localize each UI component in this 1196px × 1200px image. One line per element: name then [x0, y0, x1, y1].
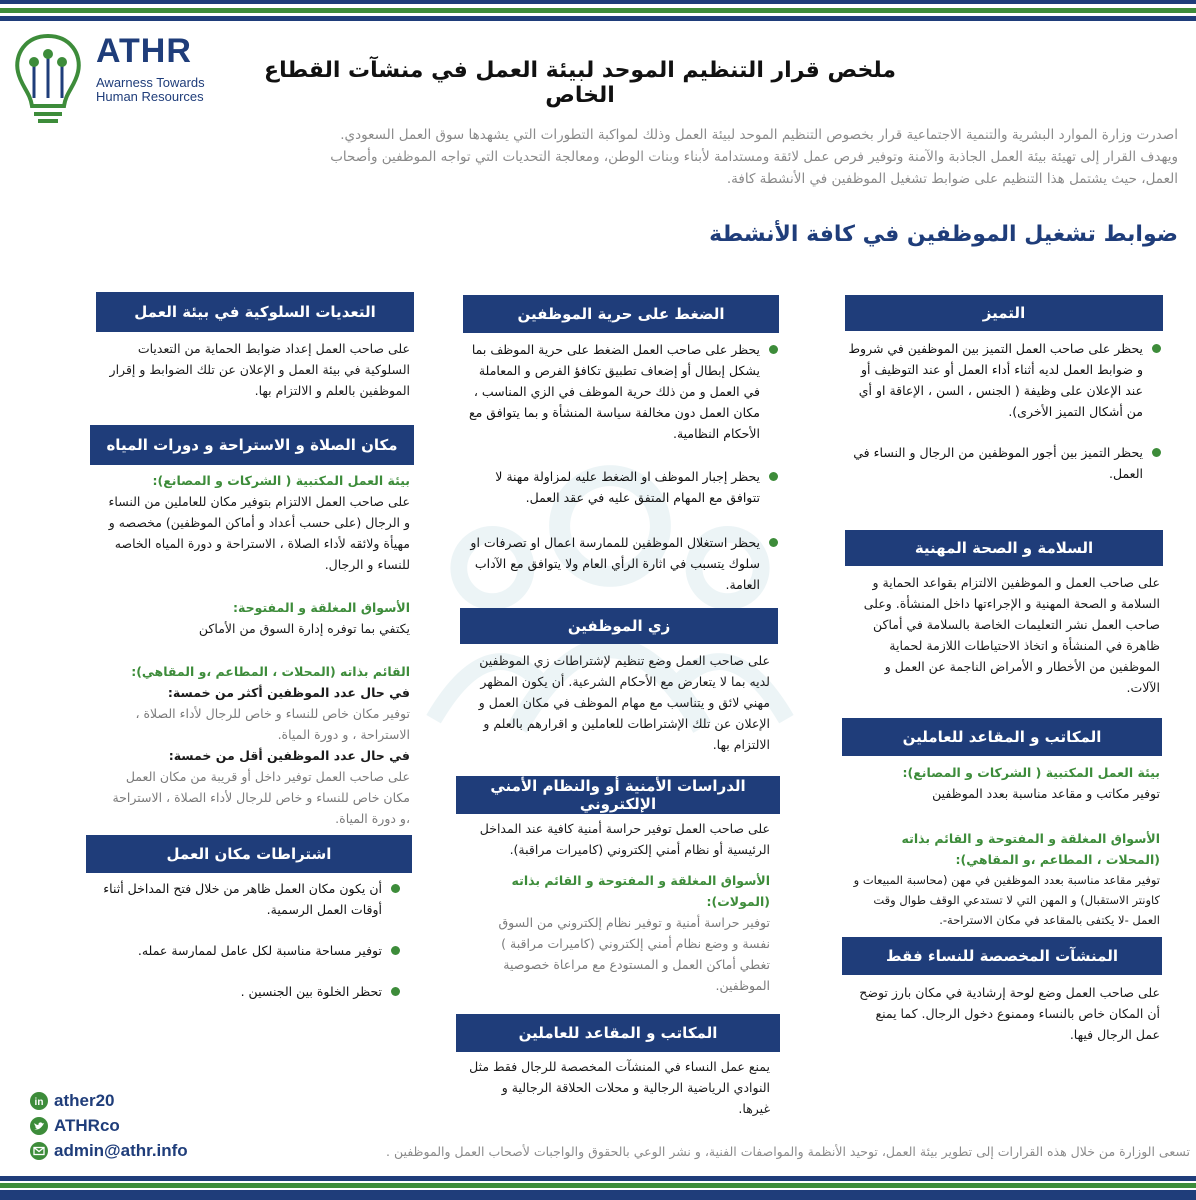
women-only-text: على صاحب العمل وضع لوحة إرشادية في مكان بارز توضح أن المكان خاص بالنساء وممنوع دخول الرجال. كما يمنع عمل الرجال فيها. — [859, 985, 1160, 1042]
freedom-title: الضغط على حرية الموظفين — [463, 295, 779, 333]
safety-text: على صاحب العمل و الموظفين الالتزام بقواعد الحماية و السلامة و الصحة المهنية و الإجراءتها داخل المنشأة. وعلى صاحب العمل نشر التعليمات الخاصة بالسلامة في أماكن ظاهرة في المنشأة و اتخاذ الاحتياطات اللازمة لحماية الموظفين من الأخطار و الأمراض الناجمة عن العمل و الآلات. — [863, 575, 1160, 695]
brand-tagline-line2: Human Resources — [96, 89, 204, 104]
prayer-head-1: بيئة العمل المكتبية ( الشركات و المصانع): — [152, 473, 410, 488]
prayer-content — [100, 470, 410, 829]
list-item: يحظر التميز بين أجور الموظفين من الرجال و النساء في العمل. — [848, 442, 1163, 484]
security-text-2: توفير حراسة أمنية و توفير نظام إلكتروني من السوق نفسة و وضع نظام أمني إلكتروني (كاميرات مراقبة ) تغطي أماكن العمل و المستودع مع مراعاة خصوصية الموظفين. — [498, 915, 770, 993]
security-text-1: على صاحب العمل توفير حراسة أمنية كافية عند المداخل الرئيسية أو نظام أمني إلكتروني (كاميرات مراقبة). — [479, 821, 770, 857]
prayer-text-4: على صاحب العمل توفير داخل أو قريبة من مكان العمل مكان خاص للنساء و خاص للرجال لأداء الصلاة ، الاستراحة ،و دورة المياة. — [112, 769, 410, 826]
behavior-title: التعديات السلوكية في بيئة العمل — [96, 292, 414, 332]
list-item: أن يكون مكان العمل ظاهر من خلال فتح المداخل أثناء أوقات العمل الرسمية. — [96, 878, 402, 920]
prayer-text-3: توفير مكان خاص للنساء و خاص للرجال لأداء الصلاة ، الاستراحة ، و دورة المياة. — [135, 706, 410, 742]
linkedin-contact[interactable] — [30, 1091, 114, 1111]
prayer-title: مكان الصلاة و الاستراحة و دورات المياه — [90, 425, 414, 465]
discrimination-title: التميز — [845, 295, 1163, 331]
brand-name: ATHR — [96, 32, 192, 70]
offices-text-2: توفير مقاعد مناسبة بعدد الموظفين في مهن (محاسبة المبيعات و كاونتر الاستقبال) و المهن التي لا تستدعي الوقف طوال وقت العمل -لا يكتفى بالمقاعد في مكان الاستراحة-. — [853, 873, 1160, 927]
safety-title: السلامة و الصحة المهنية — [845, 530, 1163, 566]
list-item: يحظر إجبار الموظف او الضغط عليه لمزاولة مهنة لا تتوافق مع المهام المتفق عليه في عقد العمل. — [468, 466, 780, 508]
prayer-sub-1: في حال عدد الموظفين أكثر من خمسة: — [167, 685, 410, 700]
intro-paragraph — [200, 124, 1178, 190]
page-title: ملخص قرار التنظيم الموحد لبيئة العمل في منشآت القطاع الخاص — [264, 58, 896, 108]
prayer-head-2: الأسواق المغلقة و المفتوحة: — [233, 600, 410, 615]
offices2-text: يمنع عمل النساء في المنشآت المخصصة للرجال فقط مثل النوادي الرياضية الرجالية و محلات الحلاقة الرجالية و غيرها. — [469, 1059, 770, 1116]
section-title: ضوابط تشغيل الموظفين في كافة الأنشطة — [709, 222, 1178, 247]
workplace-title: اشتراطات مكان العمل — [86, 835, 412, 873]
intro-line: اصدرت وزارة الموارد البشرية والتنمية الاجتماعية قرار بخصوص التنظيم الموحد لبيئة العمل وذلك لمواكبة التطورات التي يشهدها سوق العمل السعودي. — [340, 127, 1178, 143]
email-address: admin@athr.info — [54, 1141, 188, 1160]
security-content — [468, 818, 770, 996]
email-contact[interactable] — [30, 1141, 188, 1161]
bottom-stripe-navy — [0, 1190, 1196, 1200]
list-item: يحظر على صاحب العمل التميز بين الموظفين في شروط و ضوابط العمل لديه أثناء أداء العمل أو عند التوظيف أو عند الإعلان على وظيفة ( الجنس ، السن ، الإعاقة او أي من أشكال التميز الأخرى). — [848, 338, 1163, 422]
twitter-handle: ATHRco — [54, 1116, 120, 1135]
security-head-2: الأسواق المغلقة و المفتوحة و القائم بذاته (المولات): — [511, 873, 770, 909]
security-title: الدراسات الأمنية أو والنظام الأمني الإلكتروني — [456, 776, 780, 814]
prayer-sub-2: في حال عدد الموظفين أقل من خمسة: — [168, 748, 410, 763]
offices-head-1: بيئة العمل المكتبية ( الشركات و المصانع): — [902, 765, 1160, 780]
freedom-list — [468, 339, 780, 615]
discrimination-list — [848, 338, 1163, 504]
lightbulb-logo-icon — [8, 28, 88, 128]
women-only-title: المنشآت المخصصة للنساء فقط — [842, 937, 1162, 975]
workplace-list — [96, 878, 402, 1022]
brand-tagline-line1: Awarness Towards — [96, 75, 205, 90]
list-item: توفير مساحة مناسبة لكل عامل لممارسة عمله. — [96, 940, 402, 961]
uniform-title: زي الموظفين — [460, 608, 778, 644]
offices-title: المكاتب و المقاعد للعاملين — [842, 718, 1162, 756]
twitter-contact[interactable] — [30, 1116, 120, 1136]
behavior-text: على صاحب العمل إعداد ضوابط الحماية من التعديات السلوكية في بيئة العمل و الإعلان عن تلك الضوابط و إقرار الموظفين بالعلم و الالتزام بها. — [109, 341, 410, 398]
offices2-title: المكاتب و المقاعد للعاملين — [456, 1014, 780, 1052]
top-stripe-navy — [0, 16, 1196, 21]
offices-head-2: الأسواق المغلقة و المفتوحة و القائم بذاته (المحلات ، المطاعم ،و المقاهي): — [901, 831, 1160, 867]
uniform-text: على صاحب العمل وضع تنظيم لإشتراطات زي الموظفين لديه بما لا يتعارض مع الأحكام الشرعية. أن يكون المظهر مهني لائق و يتناسب مع مهام الموظف في مكان العمل و الإعلان عن تلك الإشتراطات للعاملين و اقرارهم بالعلم و الالتزام بها. — [478, 653, 770, 752]
list-item: تحظر الخلوة بين الجنسين . — [96, 981, 402, 1002]
athr-logo — [8, 28, 238, 128]
svg-text:in: in — [34, 1097, 44, 1108]
linkedin-handle: ather20 — [54, 1091, 115, 1110]
offices-text-1: توفير مكاتب و مقاعد مناسبة بعدد الموظفين — [932, 786, 1160, 801]
twitter-icon — [30, 1117, 48, 1135]
intro-line: ويهدف القرار إلى تهيئة بيئة العمل الجاذبة والآمنة وتوفير فرص عمل لائقة ومستدامة لأبناء وبنات الوطن، ومعالجة التحديات التي تواجه الموظفين وأصحاب — [330, 149, 1178, 165]
list-item: يحظر على صاحب العمل الضغط على حرية الموظف بما يشكل إبطال أو إضعاف تطبيق تكافؤ الفرص و المعاملة في العمل و من ذلك حرية الموظف في الزي المناسب ، مكان العمل دون مخالفة سياسة المنشأة و بما يتوافق مع الأحكام النظامية. — [468, 339, 780, 444]
prayer-text-2: يكتفي بما توفره إدارة السوق من الأماكن — [198, 621, 410, 636]
list-item: يحظر استغلال الموظفين للممارسة اعمال او تصرفات او سلوك يتسبب في اثارة الرأي العام ولا يتوافق مع الآداب العامة. — [468, 532, 780, 595]
bottom-stripe-navy — [0, 1176, 1196, 1181]
mail-icon — [30, 1142, 48, 1160]
offices-content — [852, 762, 1160, 930]
bottom-stripe-green — [0, 1183, 1196, 1188]
intro-line: العمل، حيث يشتمل هذا التنظيم على ضوابط تشغيل الموظفين في الأنشطة كافة. — [726, 171, 1178, 187]
linkedin-icon — [30, 1092, 48, 1110]
prayer-text-1: على صاحب العمل الالتزام بتوفير مكان للعاملين من النساء و الرجال (على حسب أعداد و أماكن الموظفين) مخصصه و مهيأة ولائقه لأداء الصلاة ، الاستراحة و دورة المياه الخاصه للنساء و الرجال. — [108, 494, 410, 572]
prayer-head-3: القائم بذاته (المحلات ، المطاعم ،و المقاهي): — [131, 664, 410, 679]
footer-text: تسعى الوزارة من خلال هذه القرارات إلى تطوير بيئة العمل، توحيد الأنظمة والمواصفات الفنية، و نشر الوعي بالحقوق والواجبات لأصحاب العمل والموظفين . — [386, 1144, 1190, 1159]
